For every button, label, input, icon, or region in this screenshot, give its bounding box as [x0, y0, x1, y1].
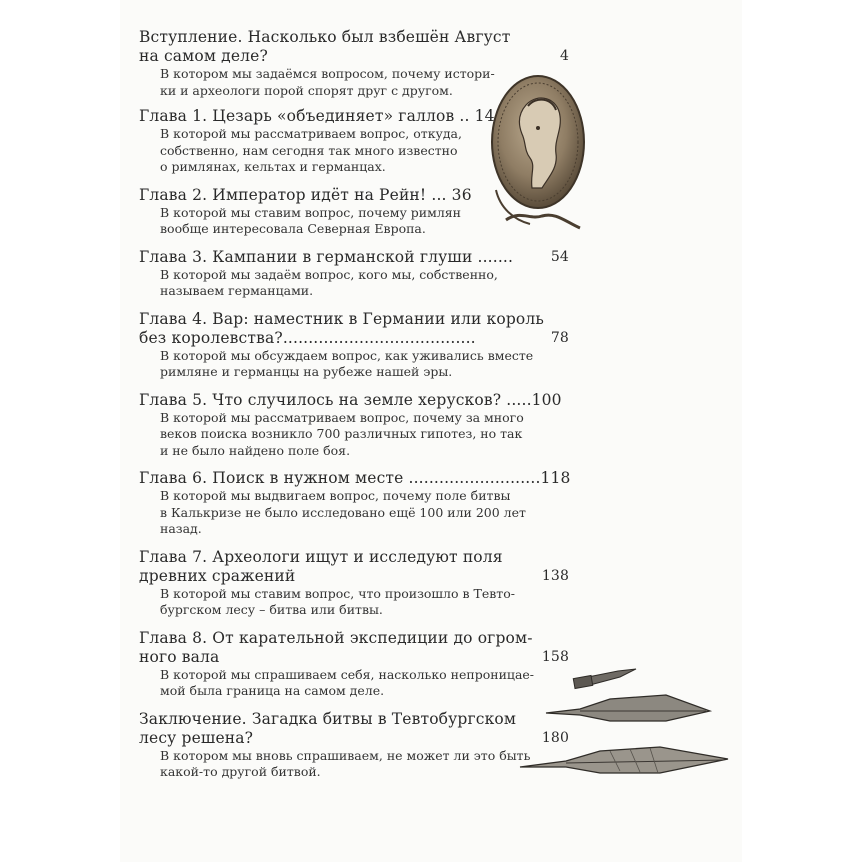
roman-coin-illustration	[486, 70, 586, 240]
description-line: В которой мы выдвигаем вопрос, почему поле битвы	[160, 488, 511, 503]
page-number: 138	[541, 567, 569, 584]
entry-description	[160, 410, 569, 460]
description-line: В которой мы спрашиваем себя, насколько непроницае-	[160, 666, 535, 682]
description-line: В которой мы рассматриваем вопрос, почему за много	[160, 409, 524, 425]
description-line: и не было найдено поле боя.	[160, 442, 351, 458]
entry-title-line: без королевства?......................................	[139, 328, 476, 347]
entry-title-line: Глава 3. Кампании в германской глуши .......	[139, 247, 514, 266]
description-line: В котором мы вновь спрашиваем, не может ли это быть	[160, 747, 531, 763]
description-line: называем германцами.	[160, 283, 314, 298]
description-line: В которой мы обсуждаем вопрос, как уживались вместе	[160, 347, 534, 363]
entry-description	[160, 348, 569, 381]
entry-title-line: Глава 7. Археологи ищут и исследуют поля	[139, 547, 503, 566]
entry-title-line: на самом деле?	[139, 47, 268, 65]
entry-title-line: Глава 1. Цезарь «объединяет» галлов .. 14	[139, 107, 495, 125]
description-line: В которой мы задаём вопрос, кого мы, собственно,	[160, 266, 498, 282]
description-line: римляне и германцы на рубеже нашей эры.	[160, 364, 453, 379]
entry-description	[160, 586, 569, 619]
description-line: бургском лесу – битва или битвы.	[160, 602, 383, 617]
entry-title-line-with-page	[139, 248, 569, 267]
page-number: 54	[550, 248, 569, 265]
entry-title-line: Заключение. Загадка битвы в Тевтобургском	[139, 709, 517, 728]
entry-title-line: Вступление. Насколько был взбешён Август	[139, 28, 511, 46]
spearheads-illustration	[470, 655, 732, 795]
entry-title-line-with-page	[139, 47, 569, 66]
description-line: В которой мы рассматриваем вопрос, откуда,	[160, 126, 462, 141]
toc-entry-chapter-7	[139, 548, 569, 619]
description-line: вообще интересовала Северная Европа.	[160, 221, 426, 236]
description-line: мой была граница на самом деле.	[160, 683, 385, 698]
description-line: веков поиска возникло 700 различных гипотез, но так	[160, 426, 523, 441]
toc-entry-chapter-6	[139, 469, 569, 538]
description-line: В которой мы ставим вопрос, что произошло в Тевто-	[160, 585, 515, 601]
page-number: 158	[541, 648, 569, 665]
toc-entry-chapter-5	[139, 391, 569, 460]
entry-description	[160, 267, 569, 300]
description-line: В которой мы ставим вопрос, почему римлян	[160, 204, 462, 220]
entry-title-line: лесу решена?	[139, 728, 254, 747]
page-number: 4	[559, 48, 569, 64]
page-number: 78	[550, 329, 569, 346]
entry-title-line: древних сражений	[139, 566, 296, 585]
toc-entry-chapter-4	[139, 310, 569, 381]
entry-title-line: Глава 4. Вар: наместник в Германии или король	[139, 309, 544, 328]
entry-title-line: Глава 2. Император идёт на Рейн! ... 36	[139, 185, 472, 204]
description-line: В котором мы задаёмся вопросом, почему истори-	[160, 66, 495, 81]
description-line: ки и археологи порой спорят друг с другом.	[160, 82, 453, 98]
description-line: о римлянах, кельтах и германцах.	[160, 159, 386, 174]
entry-title-line-with-page	[139, 329, 569, 348]
page-number: 180	[541, 729, 569, 746]
entry-description	[160, 488, 569, 538]
entry-title-line: Глава 5. Что случилось на земле херусков? .....100	[139, 390, 562, 409]
description-line: в Калькризе не было исследовано ещё 100 или 200 лет	[160, 504, 526, 520]
entry-title-line: Глава 8. От карательной экспедиции до огром-	[139, 628, 533, 647]
entry-title-line-with-page	[139, 567, 569, 586]
entry-title-line: ного вала	[139, 647, 220, 666]
description-line: собственно, нам сегодня так много известно	[160, 142, 458, 158]
description-line: назад.	[160, 521, 202, 536]
toc-entry-chapter-3	[139, 248, 569, 300]
description-line: какой-то другой битвой.	[160, 764, 321, 779]
entry-title-line: Глава 6. Поиск в нужном месте ..........................118	[139, 469, 571, 487]
